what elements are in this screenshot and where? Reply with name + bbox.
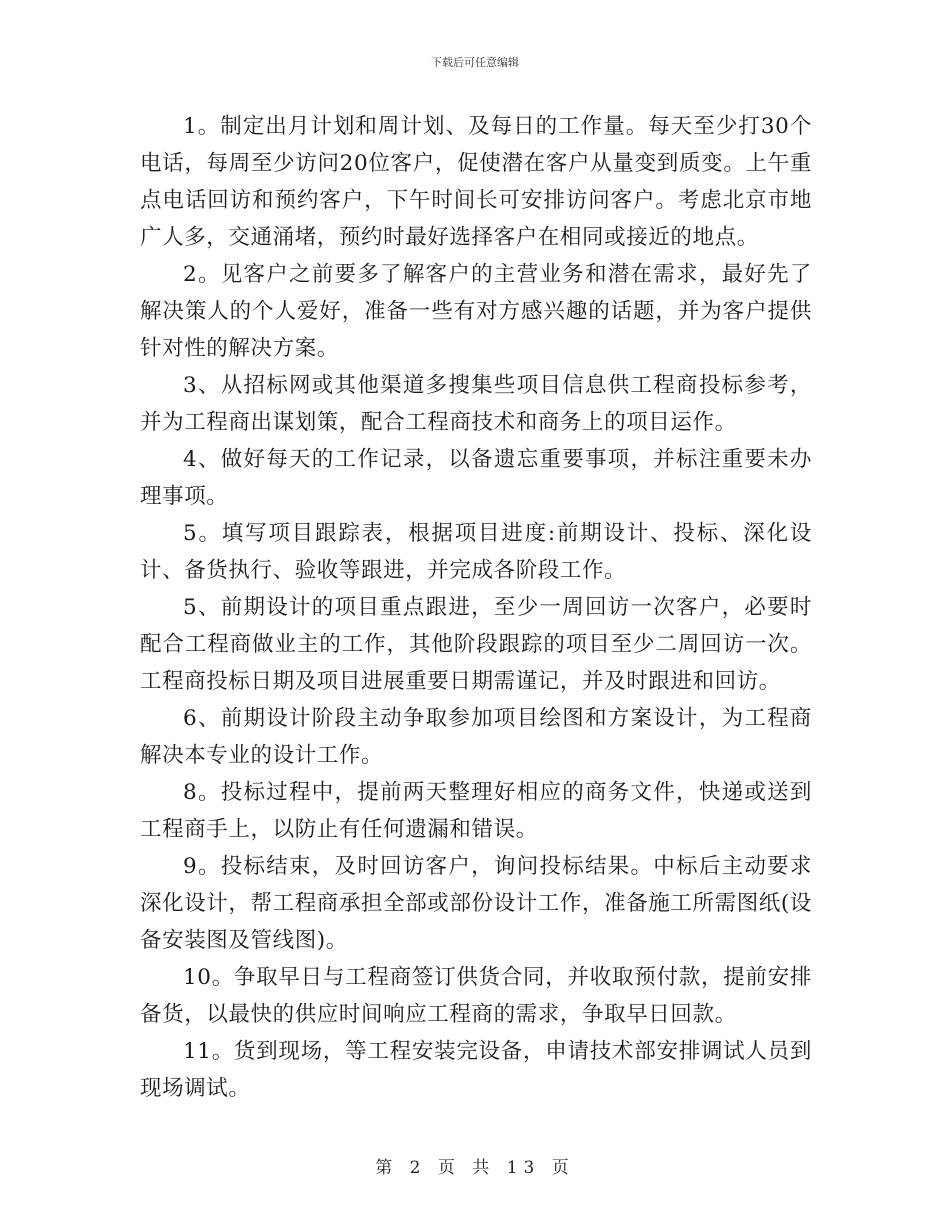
paragraph-11: 11。货到现场，等工程安装完设备，申请技术部安排调试人员到现场调试。 [140,1039,812,1101]
paragraph-6: 5、前期设计的项目重点跟进，至少一周回访一次客户，必要时配合工程商做业主的工作，其他阶段跟踪的项目至少二周回访一次。工程商投标日期及项目进展重要日期需谨记，并及时跟进和回访。 [140,595,812,694]
paragraph-7: 6、前期设计阶段主动争取参加项目绘图和方案设计，为工程商解决本专业的设计工作。 [140,706,812,768]
paragraph-5: 5。填写项目跟踪表，根据项目进度:前期设计、投标、深化设计、备货执行、验收等跟进，并完成各阶段工作。 [140,521,812,583]
paragraph-9: 9。投标结束，及时回访客户，询问投标结果。中标后主动要求深化设计，帮工程商承担全部或部份设计工作，准备施工所需图纸(设备安装图及管线图)。 [140,854,812,953]
document-body [140,108,812,1107]
paragraph-4: 4、做好每天的工作记录，以备遗忘重要事项，并标注重要未办理事项。 [140,447,812,509]
paragraph-2: 2。见客户之前要多了解客户的主营业务和潜在需求，最好先了解决策人的个人爱好，准备一些有对方感兴趣的话题，并为客户提供针对性的解决方案。 [140,262,812,361]
paragraph-1: 1。制定出月计划和周计划、及每日的工作量。每天至少打30个电话，每周至少访问20位客户，促使潜在客户从量变到质变。上午重点电话回访和预约客户，下午时间长可安排访问客户。考虑北京市地广人多，交通涌堵，预约时最好选择客户在相同或接近的地点。 [140,114,812,250]
page-number-footer: 第 2 页 共 13 页 [375,1158,575,1178]
paragraph-8: 8。投标过程中，提前两天整理好相应的商务文件，快递或送到工程商手上，以防止有任何遗漏和错误。 [140,780,812,842]
paragraph-3: 3、从招标网或其他渠道多搜集些项目信息供工程商投标参考，并为工程商出谋划策，配合工程商技术和商务上的项目运作。 [140,373,812,435]
paragraph-10: 10。争取早日与工程商签订供货合同，并收取预付款，提前安排备货，以最快的供应时间响应工程商的需求，争取早日回款。 [140,965,812,1027]
page-header: 下载后可任意编辑 [431,56,519,69]
